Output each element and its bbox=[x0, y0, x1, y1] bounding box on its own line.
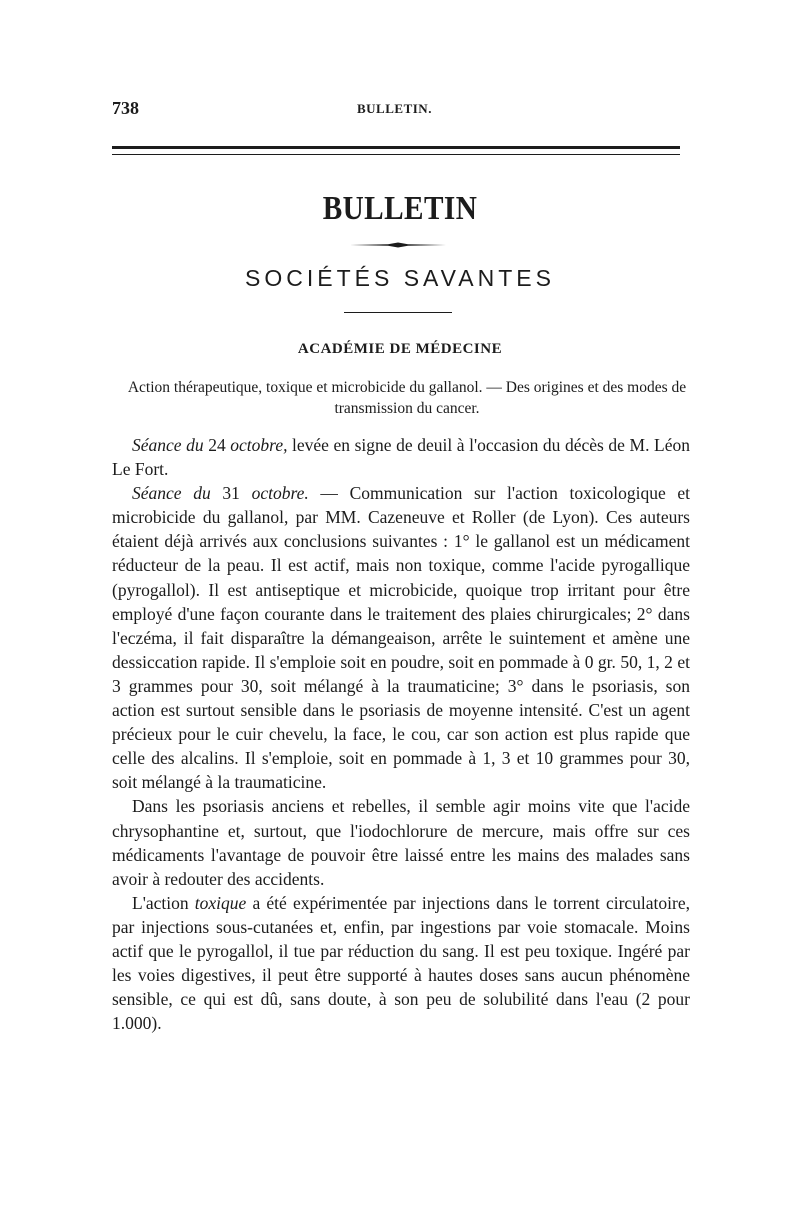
paragraph-lead-end: octobre, bbox=[230, 435, 288, 455]
bulletin-title: BULLETIN bbox=[322, 190, 478, 227]
paragraph-date: 24 bbox=[208, 435, 226, 455]
paragraph-psoriasis bbox=[112, 794, 690, 890]
paragraph-action-toxique bbox=[112, 891, 690, 1036]
article-body bbox=[112, 433, 690, 1035]
page-number: 738 bbox=[112, 98, 139, 118]
header-rule-thick bbox=[112, 146, 680, 149]
paragraph-date: 31 bbox=[222, 483, 240, 504]
section-rule bbox=[344, 312, 452, 313]
paragraph-italic-term: toxique bbox=[194, 892, 247, 913]
paragraph-lead: L'action bbox=[132, 892, 195, 913]
article-summary: Action thérapeutique, toxique et microbicide du gallanol. — Des origines et des modes de transmission du cancer. bbox=[127, 379, 687, 417]
paragraph-text: — Communication sur l'action toxicologique et microbicide du gallanol, par MM. Cazeneuve et Roller (de Lyon). Ces auteurs étaient déjà arrivés aux conclusions suivantes : 1° le gallanol est un médicament réducteur de la peau. Il est actif, mais non toxique, comme l'acide pyrogallique (pyrogallol). Il est antiseptique et microbicide, quoique trop irritant pour être employé d'une façon courante dans le traitement des plaies chirurgicales; 2° dans l'eczéma, il fait disparaître la démangeaison, arrête le suintement et amène une dessiccation rapide. Il s'emploie soit en poudre, soit en pommade à 0 gr. 50, 1, 2 et 3 grammes pour 30, soit mélangé à la traumaticine; 3° dans le psoriasis, son action est surtout sensible dans le psoriasis de moyenne intensité. C'est un agent précieux pour le cuir chevelu, la face, le cou, car son action est plus rapide que celle des alcalins. Il s'emploie, soit en pommade à 1, 3 et 10 grammes pour 30, soit mélangé à la traumaticine. bbox=[112, 483, 691, 793]
running-title: BULLETIN. bbox=[357, 101, 432, 116]
running-header bbox=[112, 98, 680, 122]
paragraph-lead: Séance du bbox=[132, 483, 211, 504]
paragraph-lead-end: octobre. bbox=[251, 483, 309, 504]
paragraph-text: a été expérimentée par injections dans le torrent circulatoire, par injections sous-cutanées et, enfin, par ingestions par voie stomacale. Moins actif que le pyrogallol, il tue par réduction du sang. Il est peu toxique. Ingéré par les voies digestives, il peut être supporté à hautes doses sans aucun phénomène sensible, ce qui est dû, sans doute, à son peu de solubilité dans l'eau (2 pour 1.000). bbox=[112, 892, 690, 1034]
paragraph-text: Dans les psoriasis anciens et rebelles, il semble agir moins vite que l'acide chrysophantine et, surtout, que l'iodochlorure de mercure, mais offre sur ces médicaments l'avantage de pouvoir être laissé entre les mains des malades sans avoir à redouter des accidents. bbox=[112, 796, 690, 889]
paragraph-seance-31 bbox=[112, 481, 690, 794]
title-ornament bbox=[350, 242, 446, 248]
paragraph-lead: Séance du bbox=[132, 435, 204, 455]
paragraph-seance-24 bbox=[112, 433, 690, 481]
subsection-title: ACADÉMIE DE MÉDECINE bbox=[297, 341, 503, 357]
section-title: SOCIÉTÉS SAVANTES bbox=[245, 265, 555, 291]
paragraph-text: levée en signe de deuil à l'occasion du décès de M. Léon Le Fort. bbox=[112, 435, 690, 480]
header-rule-thin bbox=[112, 154, 680, 155]
